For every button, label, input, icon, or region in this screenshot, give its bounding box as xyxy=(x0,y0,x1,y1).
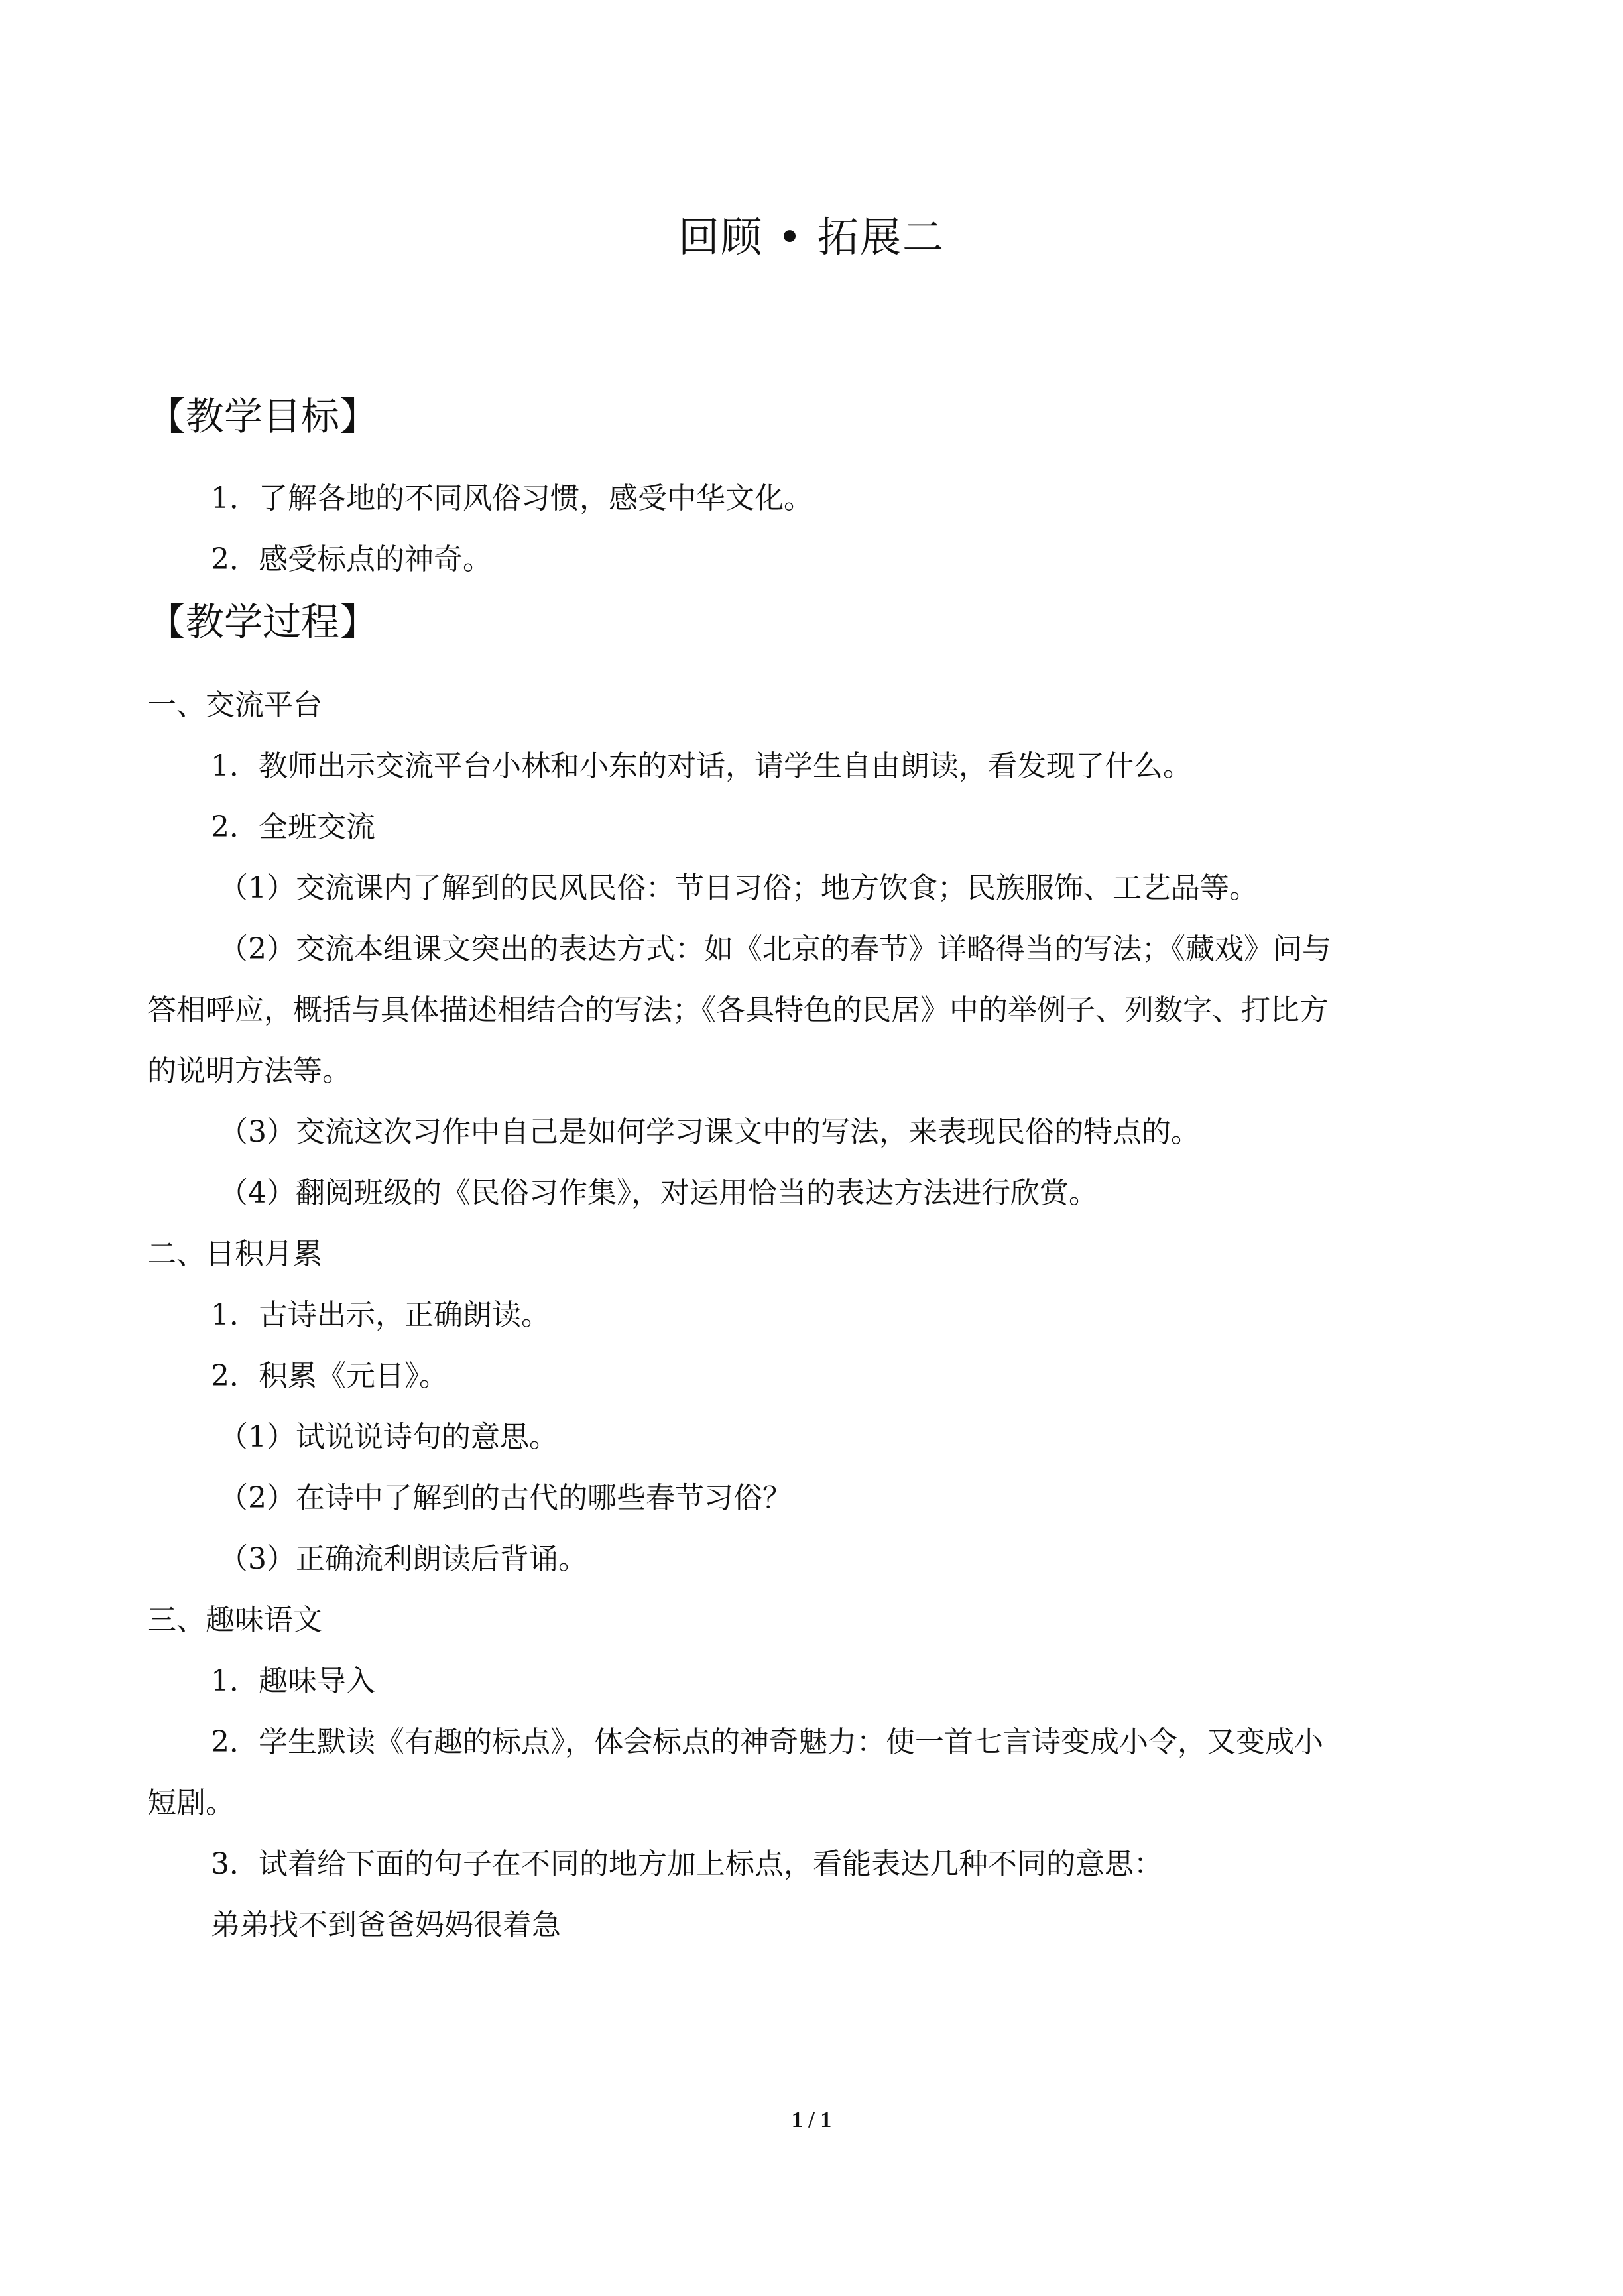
sub-item: （2）在诗中了解到的古代的哪些春节习俗？ xyxy=(219,1481,792,1515)
list-item: 3．试着给下面的句子在不同的地方加上标点，看能表达几种不同的意思： xyxy=(211,1847,1163,1881)
example-sentence: 弟弟找不到爸爸妈妈很着急 xyxy=(211,1908,561,1942)
process-heading: 【教学过程】 xyxy=(147,599,379,644)
sub-item: （2）交流本组课文突出的表达方式：如《北京的春节》详略得当的写法；《藏戏》问与 xyxy=(219,932,1331,966)
sub-item: （1）交流课内了解到的民风民俗：节日习俗；地方饮食；民族服饰、工艺品等。 xyxy=(219,871,1258,905)
part1-heading: 一、交流平台 xyxy=(147,688,322,722)
list-item: 1．教师出示交流平台小林和小东的对话，请学生自由朗读，看发现了什么。 xyxy=(211,749,1192,783)
page-title: 回顾 • 拓展二 xyxy=(678,213,945,261)
goal-item: 1．了解各地的不同风俗习惯，感受中华文化。 xyxy=(211,481,813,515)
part2-heading: 二、日积月累 xyxy=(147,1237,322,1271)
page-number: 1 / 1 xyxy=(791,2108,832,2132)
goals-heading: 【教学目标】 xyxy=(147,394,379,439)
list-item: 2．积累《元日》。 xyxy=(211,1359,448,1393)
list-item: 2．学生默读《有趣的标点》，体会标点的神奇魅力：使一首七言诗变成小令，又变成小 xyxy=(211,1725,1323,1759)
part3-heading: 三、趣味语文 xyxy=(147,1603,322,1637)
sub-item-continuation: 答相呼应，概括与具体描述相结合的写法；《各具特色的民居》中的举例子、列数字、打比方 xyxy=(147,993,1329,1027)
sub-item: （3）正确流利朗读后背诵。 xyxy=(219,1542,587,1576)
list-item: 2．全班交流 xyxy=(211,810,375,844)
sub-item-continuation: 的说明方法等。 xyxy=(147,1054,351,1088)
goal-item: 2．感受标点的神奇。 xyxy=(211,542,492,576)
list-item-continuation: 短剧。 xyxy=(147,1786,235,1820)
sub-item: （4）翻阅班级的《民俗习作集》，对运用恰当的表达方法进行欣赏。 xyxy=(219,1176,1098,1210)
sub-item: （3）交流这次习作中自己是如何学习课文中的写法，来表现民俗的特点的。 xyxy=(219,1115,1200,1149)
list-item: 1．古诗出示，正确朗读。 xyxy=(211,1298,550,1332)
list-item: 1．趣味导入 xyxy=(211,1664,375,1698)
sub-item: （1）试说说诗句的意思。 xyxy=(219,1420,558,1454)
